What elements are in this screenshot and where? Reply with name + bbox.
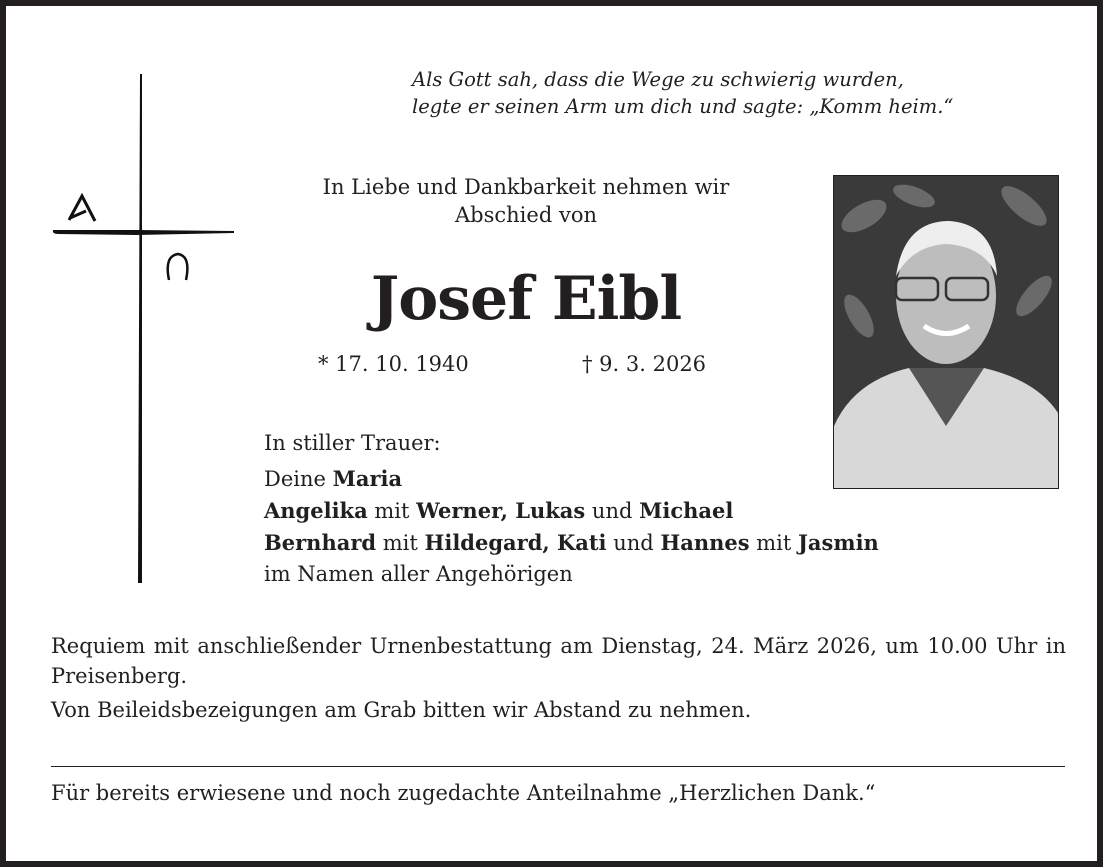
mourner-name: Hildegard, Kati (424, 530, 607, 555)
divider (51, 766, 1065, 767)
thanks-line: Für bereits erwiesene und noch zugedachte Anteilnahme „Herzlichen Dank.“ (51, 781, 876, 805)
deceased-name: Josef Eibl (370, 264, 682, 334)
mourner-text: mit (367, 499, 417, 523)
mourner-row (264, 495, 879, 527)
mourner-row (264, 527, 879, 559)
intro-line: In Liebe und Dankbarkeit nehmen wir (322, 175, 730, 199)
mourner-text: und (585, 499, 640, 523)
mourners-heading: In stiller Trauer: (264, 431, 441, 455)
mourner-name: Werner, Lukas (416, 498, 586, 523)
service-info (51, 631, 1066, 725)
mourner-row (264, 559, 879, 590)
mourner-name: Michael (639, 498, 734, 523)
quote (412, 66, 953, 120)
mourner-text: und (606, 531, 661, 555)
mourner-name: Angelika (264, 498, 368, 523)
alpha-symbol (69, 196, 95, 221)
mourner-name: Bernhard (264, 530, 377, 555)
mourner-name: Jasmin (797, 530, 879, 555)
cross-icon (6, 6, 266, 606)
intro (246, 173, 806, 229)
condolence-note: Von Beileidsbezeigungen am Grab bitten wir Abstand zu nehmen. (51, 698, 752, 722)
quote-line: Als Gott sah, dass die Wege zu schwierig wurden, (412, 68, 904, 91)
omega-symbol (168, 254, 188, 280)
intro-line: Abschied von (455, 203, 597, 227)
mourners-list (264, 428, 879, 590)
mourner-row (264, 463, 879, 495)
birth-date: * 17. 10. 1940 (318, 352, 469, 376)
mourner-text: mit (376, 531, 425, 555)
death-date: † 9. 3. 2026 (582, 352, 707, 376)
mourner-text: mit (749, 531, 798, 555)
mourner-name: Hannes (660, 530, 750, 555)
mourner-text: Deine (264, 467, 333, 491)
requiem-info: Requiem mit anschließender Urnenbestattung am Dienstag, 24. März 2026, um 10.00 Uhr in Preisenberg. (51, 634, 1066, 688)
quote-line: legte er seinen Arm um dich und sagte: „Komm heim.“ (412, 95, 954, 118)
mourner-name: Maria (332, 466, 403, 491)
mourner-text: im Namen aller Angehörigen (264, 562, 573, 586)
